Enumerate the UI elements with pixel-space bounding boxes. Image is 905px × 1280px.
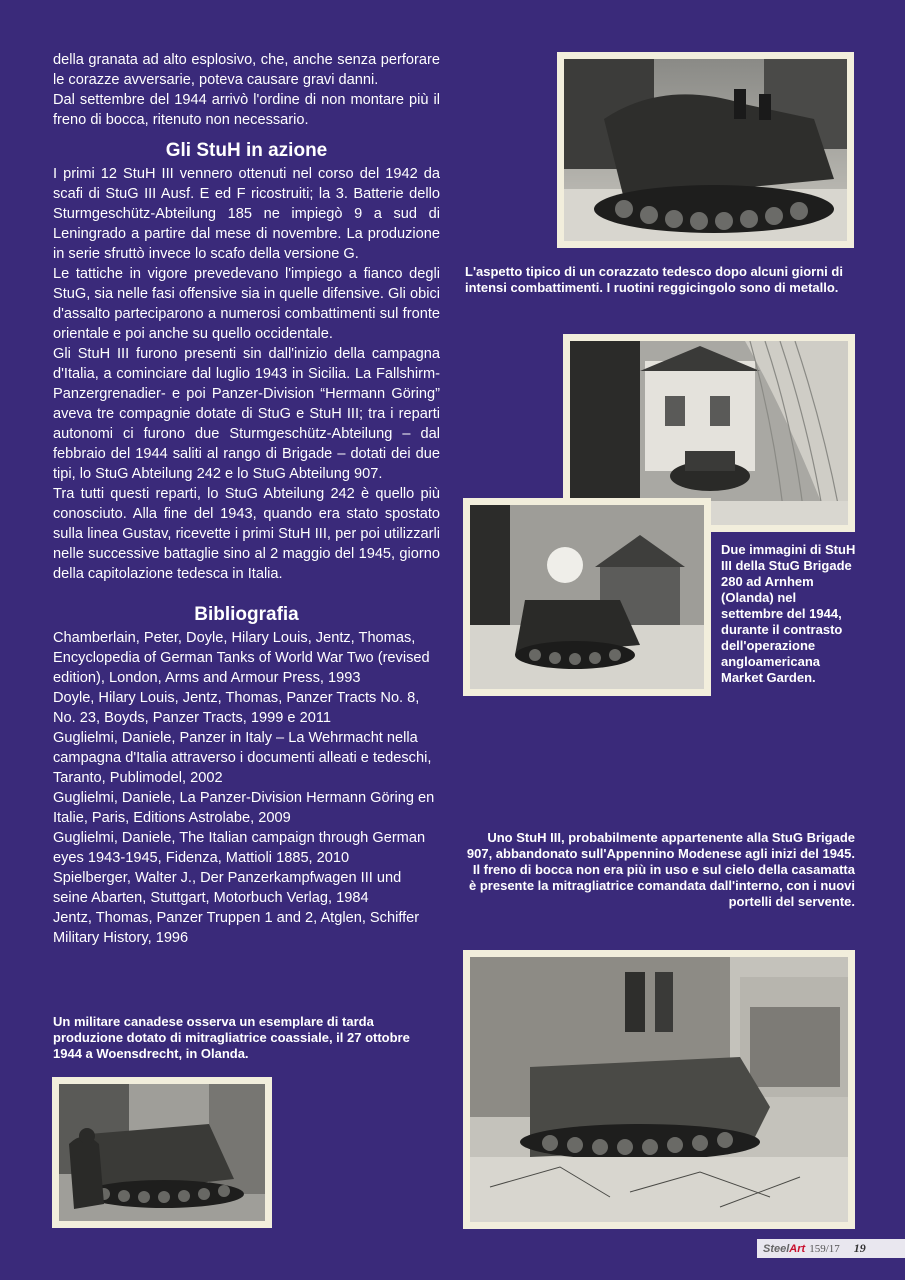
photo-tank-after-combat	[557, 52, 854, 248]
bibliography-entry: Guglielmi, Daniele, La Panzer-Division Hermann Göring en Italie, Paris, Editions Astrolabe, 2009	[53, 790, 435, 826]
section-heading: Gli StuH in azione	[165, 140, 328, 161]
caption-arnhem: Due immagini di StuH III della StuG Brigade 280 ad Arnhem (Olanda) nel settembre del 1944, durante il contrasto dell'operazione angloamericana Market Garden.	[721, 542, 856, 685]
photo-arnhem-street	[463, 498, 711, 696]
caption-appennino: Uno StuH III, probabilmente appartenente alla StuG Brigade 907, abbandonato sull'Appennino Modenese agli inizi del 1945. Il freno di bocca non era più in uso e sul cielo della casamatta è presente la mitragliatrice comandata dall'interno, con i nuovi portelli del servente.	[466, 830, 855, 909]
logo-steel: Steel	[763, 1242, 790, 1255]
intro-paragraph-2: Dal settembre del 1944 arrivò l'ordine di non montare più il freno di bocca, ritenuto non necessario.	[53, 92, 440, 128]
caption-canadese: Un militare canadese osserva un esemplare di tarda produzione dotato di mitragliatrice coassiale, il 27 ottobre 1944 a Woensdrecht, in Olanda.	[53, 1014, 410, 1061]
article-column	[53, 50, 440, 948]
page-number: 19	[853, 1241, 866, 1255]
magazine-logo	[763, 1243, 805, 1255]
bibliography-heading: Bibliografia	[194, 604, 299, 625]
photo-appennino	[463, 950, 855, 1229]
photo-canadese	[52, 1077, 272, 1228]
bibliography-entry: Jentz, Thomas, Panzer Truppen 1 and 2, Atglen, Schiffer Military History, 1996	[53, 910, 420, 946]
issue-number: 159/17	[809, 1242, 840, 1255]
intro-paragraph: della granata ad alto esplosivo, che, anche senza perforare le corazze avversarie, poteva causare gravi danni.	[53, 52, 440, 88]
page-footer	[757, 1239, 905, 1258]
logo-art: Art	[789, 1242, 806, 1255]
body-paragraph: Le tattiche in vigore prevedevano l'impiego a fianco degli StuG, sia nelle fasi offensive sia in quelle difensive. Gli obici d'assalto parteciparono a numerosi combattimenti sul fronte orientale e poi anche su quello occidentale.	[53, 266, 440, 342]
body-paragraph: I primi 12 StuH III vennero ottenuti nel corso del 1942 da scafi di StuG III Ausf. E ed F ricostruiti; la 3. Batterie dello Sturmgeschütz-Abteilung 185 ne impiegò 9 a sud di Leningrado a partire dal mese di novembre. La produzione in serie sfruttò invece lo scafo della versione G.	[53, 166, 440, 262]
body-paragraph: Gli StuH III furono presenti sin dall'inizio della campagna d'Italia, a cominciare dal luglio 1943 in Sicilia. La Fallshirm-Panzergrenadier- e poi Panzer-Division “Hermann Göring” aveva tre compagnie dotate di StuG e StuH III; tra i reparti autonomi ci furono due Sturmgeschütz-Abteilung – dal febbraio del 1944 saliti al rango di Brigade – dotati dei due tipi, lo StuG Abteilung 242 e lo StuG Abteilung 907.	[53, 346, 440, 482]
bibliography-entry: Chamberlain, Peter, Doyle, Hilary Louis, Jentz, Thomas, Encyclopedia of German Tanks of World War Two (revised edition), London, Arms and Armour Press, 1993	[53, 630, 430, 686]
bibliography-entry: Guglielmi, Daniele, Panzer in Italy – La Wehrmacht nella campagna d'Italia attraverso i documenti alleati e tedeschi, Taranto, Publimodel, 2002	[53, 730, 432, 786]
bibliography-entry: Guglielmi, Daniele, The Italian campaign through German eyes 1943-1945, Fidenza, Mattioli 1885, 2010	[53, 830, 426, 866]
caption-photo1: L'aspetto tipico di un corazzato tedesco dopo alcuni giorni di intensi combattimenti. I ruotini reggicingolo sono di metallo.	[465, 264, 843, 295]
bibliography-entry: Doyle, Hilary Louis, Jentz, Thomas, Panzer Tracts No. 8, No. 23, Boyds, Panzer Tracts, 1999 e 2011	[53, 690, 420, 726]
bibliography-entry: Spielberger, Walter J., Der Panzerkampfwagen III und seine Abarten, Stuttgart, Motorbuch Verlag, 1984	[53, 870, 402, 906]
body-paragraph: Tra tutti questi reparti, lo StuG Abteilung 242 è quello più conosciuto. Alla fine del 1943, quando era stato spostato sulla linea Gustav, ricevette i primi StuH III, per poi utilizzarli nelle successive battaglie sino al 2 maggio del 1945, giorno della capitolazione tedesca in Italia.	[53, 486, 440, 582]
